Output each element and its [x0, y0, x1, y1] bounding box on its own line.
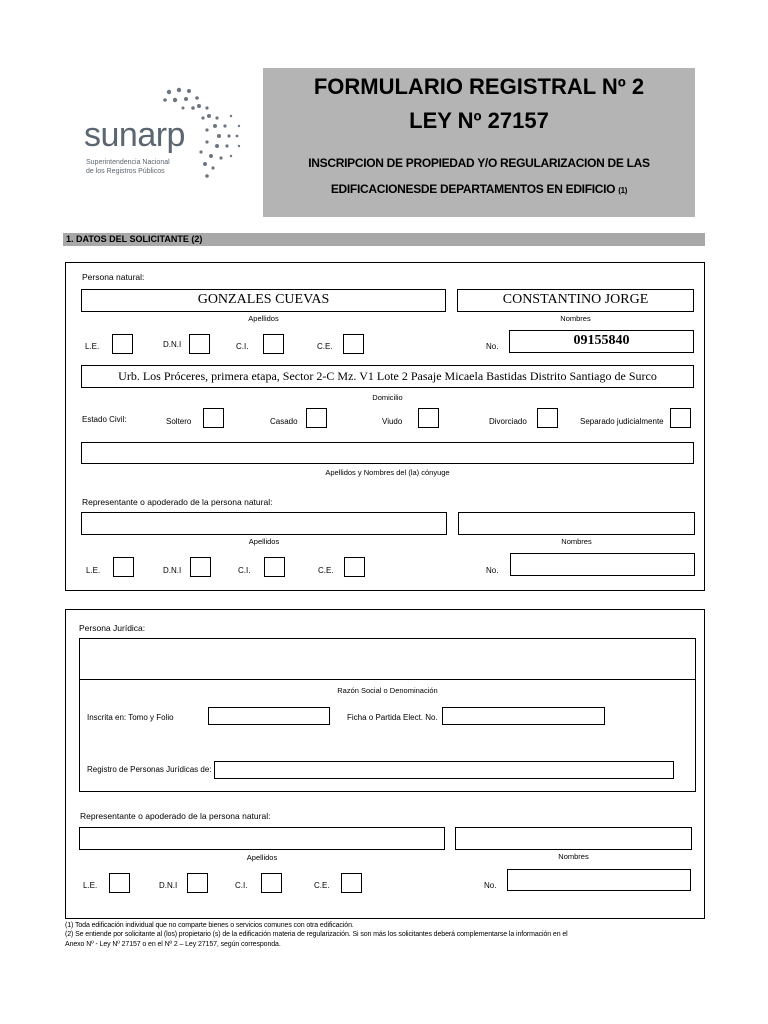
- domicilio-caption: Domicilio: [372, 393, 403, 402]
- rep-j-no-label: No.: [484, 881, 497, 890]
- registro-label: Registro de Personas Jurídicas de:: [87, 765, 212, 774]
- rep-nombres-field[interactable]: [458, 512, 695, 535]
- rep-nombres-caption: Nombres: [561, 537, 592, 546]
- viudo-checkbox[interactable]: [418, 408, 439, 428]
- footnote-3: Anexo Nº - Ley Nº 27157 o en el Nº 2 – Ley 27157, según corresponda.: [65, 941, 281, 948]
- separado-label: Separado judicialmente: [580, 417, 664, 426]
- razon-social-caption: Razón Social o Denominación: [337, 686, 438, 695]
- ficha-label: Ficha o Partida Elect. No.: [347, 713, 438, 722]
- separado-checkbox[interactable]: [670, 408, 691, 428]
- persona-juridica-heading: Persona Jurídica:: [79, 623, 146, 633]
- tomo-folio-field[interactable]: [208, 707, 330, 725]
- rep-j-nombres-caption: Nombres: [558, 852, 589, 861]
- subtitle-note: (1): [618, 186, 628, 195]
- rep-j-nombres-field[interactable]: [455, 827, 692, 850]
- rep-j-apellidos-caption: Apellidos: [246, 853, 278, 862]
- rep-j-dni-checkbox[interactable]: [187, 873, 208, 893]
- dni-label: D.N.I: [163, 340, 182, 349]
- logo-sub-line1: Superintendencia Nacional: [86, 159, 170, 166]
- rep-j-apellidos-field[interactable]: [79, 827, 445, 850]
- rep-ce-label: C.E.: [318, 566, 334, 575]
- rep-j-le-checkbox[interactable]: [109, 873, 130, 893]
- footnote-1: (1) Toda edificación individual que no comparte bienes o servicios comunes con otra edificación.: [65, 922, 354, 929]
- no-label: No.: [486, 342, 499, 351]
- rep-le-checkbox[interactable]: [113, 557, 134, 577]
- rep-j-ci-checkbox[interactable]: [261, 873, 282, 893]
- ci-label: C.I.: [236, 342, 249, 351]
- razon-social-field[interactable]: [79, 638, 696, 680]
- le-label: L.E.: [85, 342, 100, 351]
- casado-checkbox[interactable]: [306, 408, 327, 428]
- rep-j-ce-label: C.E.: [314, 881, 330, 890]
- ficha-field[interactable]: [442, 707, 605, 725]
- viudo-label: Viudo: [382, 417, 403, 426]
- rep-j-ci-label: C.I.: [235, 881, 248, 890]
- rep-j-ce-checkbox[interactable]: [341, 873, 362, 893]
- rep-j-dni-label: D.N.I: [159, 881, 178, 890]
- rep-j-le-label: L.E.: [83, 881, 98, 890]
- rep-ci-label: C.I.: [238, 566, 251, 575]
- rep-apellidos-caption: Apellidos: [248, 537, 280, 546]
- footnote-2: (2) Se entiende por solicitante al (los) propietario (s) de la edificación materia de regularización. Si son más los solicitantes deberá complementarse la información en el: [65, 931, 568, 938]
- rep-no-label: No.: [486, 566, 499, 575]
- rep-le-label: L.E.: [86, 566, 101, 575]
- rep-ce-checkbox[interactable]: [344, 557, 365, 577]
- dni-checkbox[interactable]: [189, 334, 210, 354]
- rep-j-doc-number-field[interactable]: [507, 869, 691, 891]
- rep-dni-checkbox[interactable]: [190, 557, 211, 577]
- rep-juridica-heading: Representante o apoderado de la persona natural:: [80, 811, 271, 821]
- rep-ci-checkbox[interactable]: [264, 557, 285, 577]
- ce-checkbox[interactable]: [343, 334, 364, 354]
- domicilio-value: Urb. Los Próceres, primera etapa, Sector 2-C Mz. V1 Lote 2 Pasaje Micaela Bastidas Distrito Santiago de Surco: [118, 369, 657, 383]
- rep-natural-heading: Representante o apoderado de la persona natural:: [82, 497, 273, 507]
- ci-checkbox[interactable]: [263, 334, 284, 354]
- inscrita-label: Inscrita en: Tomo y Folio: [87, 713, 174, 722]
- subtitle-text: EDIFICACIONESDE DEPARTAMENTOS EN EDIFICIO: [330, 182, 616, 196]
- soltero-checkbox[interactable]: [203, 408, 224, 428]
- form-title-line1: FORMULARIO REGISTRAL Nº 2: [313, 74, 645, 99]
- apellidos-caption: Apellidos: [248, 314, 279, 323]
- persona-natural-heading: Persona natural:: [82, 272, 145, 282]
- rep-apellidos-field[interactable]: [81, 512, 447, 535]
- nombres-value: CONSTANTINO JORGE: [502, 292, 649, 307]
- ce-label: C.E.: [317, 342, 333, 351]
- conyuge-caption: Apellidos y Nombres del (la) cónyuge: [325, 468, 450, 477]
- soltero-label: Soltero: [166, 417, 192, 426]
- form-title-line2: LEY Nº 27157: [409, 108, 549, 133]
- rep-dni-label: D.N.I: [163, 566, 182, 575]
- doc-number-value: 09155840: [573, 333, 630, 348]
- logo-subtitle: [86, 158, 170, 176]
- form-header: [263, 68, 695, 217]
- form-subtitle-line2: [263, 182, 695, 196]
- casado-label: Casado: [270, 417, 298, 426]
- section-title-bar: [63, 233, 705, 246]
- le-checkbox[interactable]: [112, 334, 133, 354]
- conyuge-field[interactable]: [81, 442, 694, 464]
- apellidos-value: GONZALES CUEVAS: [197, 292, 330, 307]
- divorciado-checkbox[interactable]: [537, 408, 558, 428]
- section-title: 1. DATOS DEL SOLICITANTE (2): [66, 234, 203, 244]
- rep-doc-number-field[interactable]: [510, 553, 695, 576]
- registro-field[interactable]: [214, 761, 674, 779]
- estado-civil-label: Estado Civil:: [82, 415, 127, 424]
- form-subtitle-line1: INSCRIPCION DE PROPIEDAD Y/O REGULARIZACION DE LAS: [308, 156, 650, 170]
- logo-name: sunarp: [84, 116, 185, 154]
- nombres-caption: Nombres: [560, 314, 591, 323]
- logo-sub-line2: de los Registros Públicos: [86, 168, 165, 175]
- divorciado-label: Divorciado: [489, 417, 527, 426]
